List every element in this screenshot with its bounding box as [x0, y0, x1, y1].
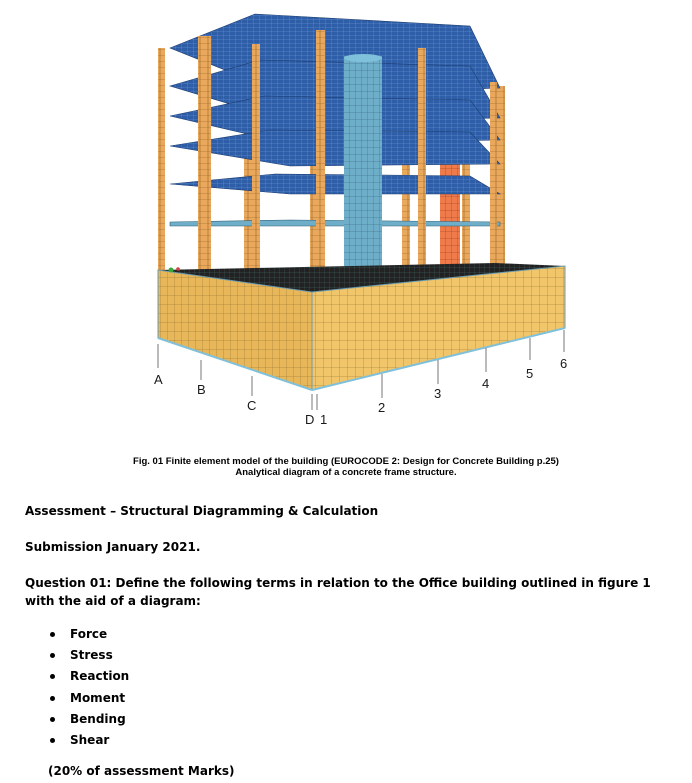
floor-slabs [170, 14, 500, 226]
figure-caption-line-2: Analytical diagram of a concrete frame structure. [235, 467, 457, 478]
grid-label-a: A [154, 372, 163, 387]
assessment-title: Assessment – Structural Diagramming & Calculation [25, 504, 379, 518]
base-podium [158, 263, 568, 390]
grid-label-5: 5 [526, 366, 534, 381]
submission-date: Submission January 2021. [25, 540, 201, 554]
grid-label-1: 1 [320, 412, 328, 427]
marks-note: (20% of assessment Marks) [48, 764, 235, 778]
grid-label-d: D [305, 412, 315, 427]
central-core [344, 54, 382, 274]
finite-element-building-figure [140, 8, 580, 428]
grid-label-c: C [247, 398, 257, 413]
grid-label-4: 4 [482, 376, 490, 391]
grid-label-2: 2 [378, 400, 386, 415]
grid-label-6: 6 [560, 356, 568, 371]
list-item: Reaction [48, 666, 129, 687]
list-item: Moment [48, 688, 129, 709]
list-item: Force [48, 624, 129, 645]
terms-list [48, 624, 129, 751]
grid-label-3: 3 [434, 386, 442, 401]
grid-label-b: B [197, 382, 206, 397]
list-item: Bending [48, 709, 129, 730]
list-item: Stress [48, 645, 129, 666]
question-01: Question 01: Define the following terms in relation to the Office building outlined in figure 1 with the aid of a diagram: [25, 576, 651, 608]
list-item: Shear [48, 730, 129, 751]
figure-caption-line-1: Fig. 01 Finite element model of the building (EUROCODE 2: Design for Concrete Building p.25) [133, 456, 559, 467]
